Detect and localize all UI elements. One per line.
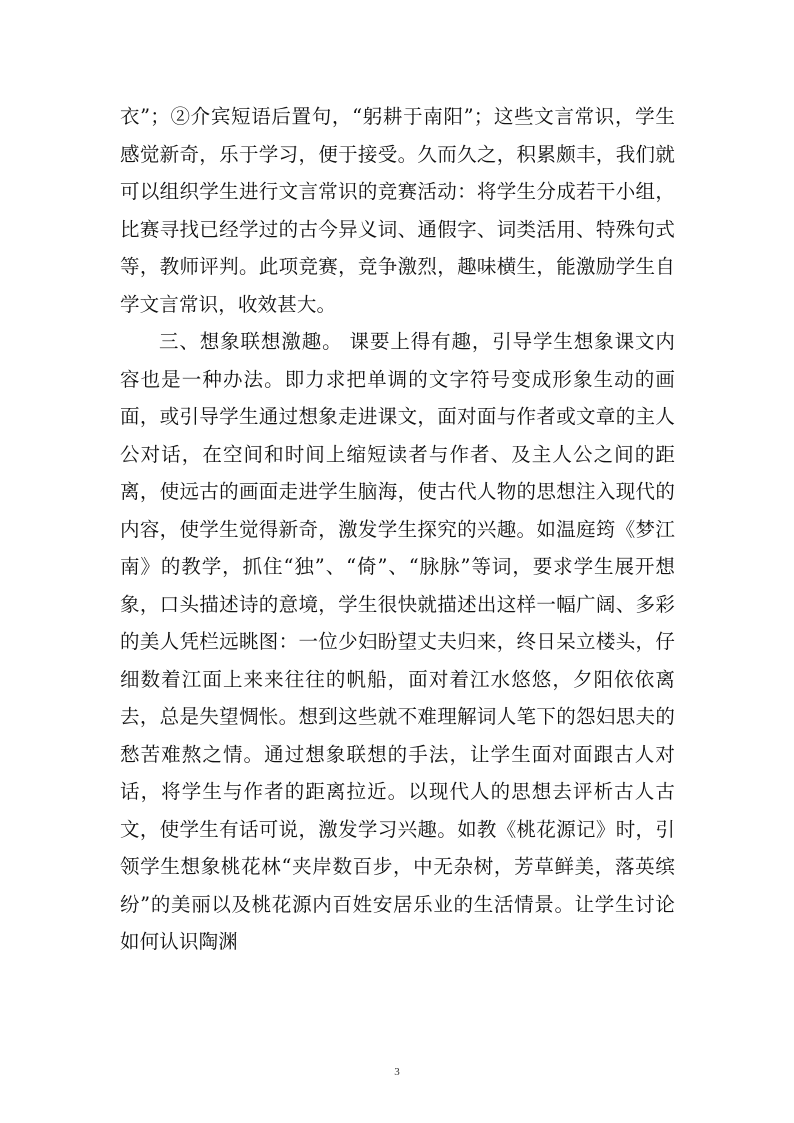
paragraph-imagination-section: 三、想象联想激趣。 课要上得有趣，引导学生想象课文内容也是一种办法。即力求把单调的文字符号变成形象生动的画面，或引导学生通过想象走进课文，面对面与作者或文章的主人公对话，在空间和时间上缩短读者与作者、及主人公之间的距离，使远古的画面走进学生脑海，使古代人物的思想注入现代的内容，使学生觉得新奇，激发学生探究的兴趣。如温庭筠《梦江南》的教学，抓住“独”、“倚”、“脉脉”等词，要求学生展开想象，口头描述诗的意境，学生很快就描述出这样一幅广阔、多彩的美人凭栏远眺图：一位少妇盼望丈夫归来，终日呆立楼头，仔细数着江面上来来往往的帆船，面对着江水悠悠，夕阳依依离去，总是失望惆怅。想到这些就不难理解词人笔下的怨妇思夫的愁苦难熬之情。通过想象联想的手法，让学生面对面跟古人对话，将学生与作者的距离拉近。以现代人的思想去评析古人古文，使学生有话可说，激发学习兴趣。如教《桃花源记》时，引领学生想象桃花林“夹岸数百步，中无杂树，芳草鲜美，落英缤纷”的美丽以及桃花源内百姓安居乐业的生活情景。让学生讨论如何认识陶渊 xyxy=(120,330,675,953)
document-body xyxy=(120,98,675,961)
paragraph-continued: 衣”；②介宾短语后置句，“躬耕于南阳”；这些文言常识，学生感觉新奇，乐于学习，便于接受。久而久之，积累颇丰，我们就可以组织学生进行文言常识的竞赛活动：将学生分成若干小组，比赛寻找已经学过的古今异义词、通假字、词类活用、特殊句式等，教师评判。此项竞赛，竞争激烈，趣味横生，能激励学生自学文言常识，收效甚大。 xyxy=(120,105,675,316)
page-number: 3 xyxy=(394,1066,400,1078)
